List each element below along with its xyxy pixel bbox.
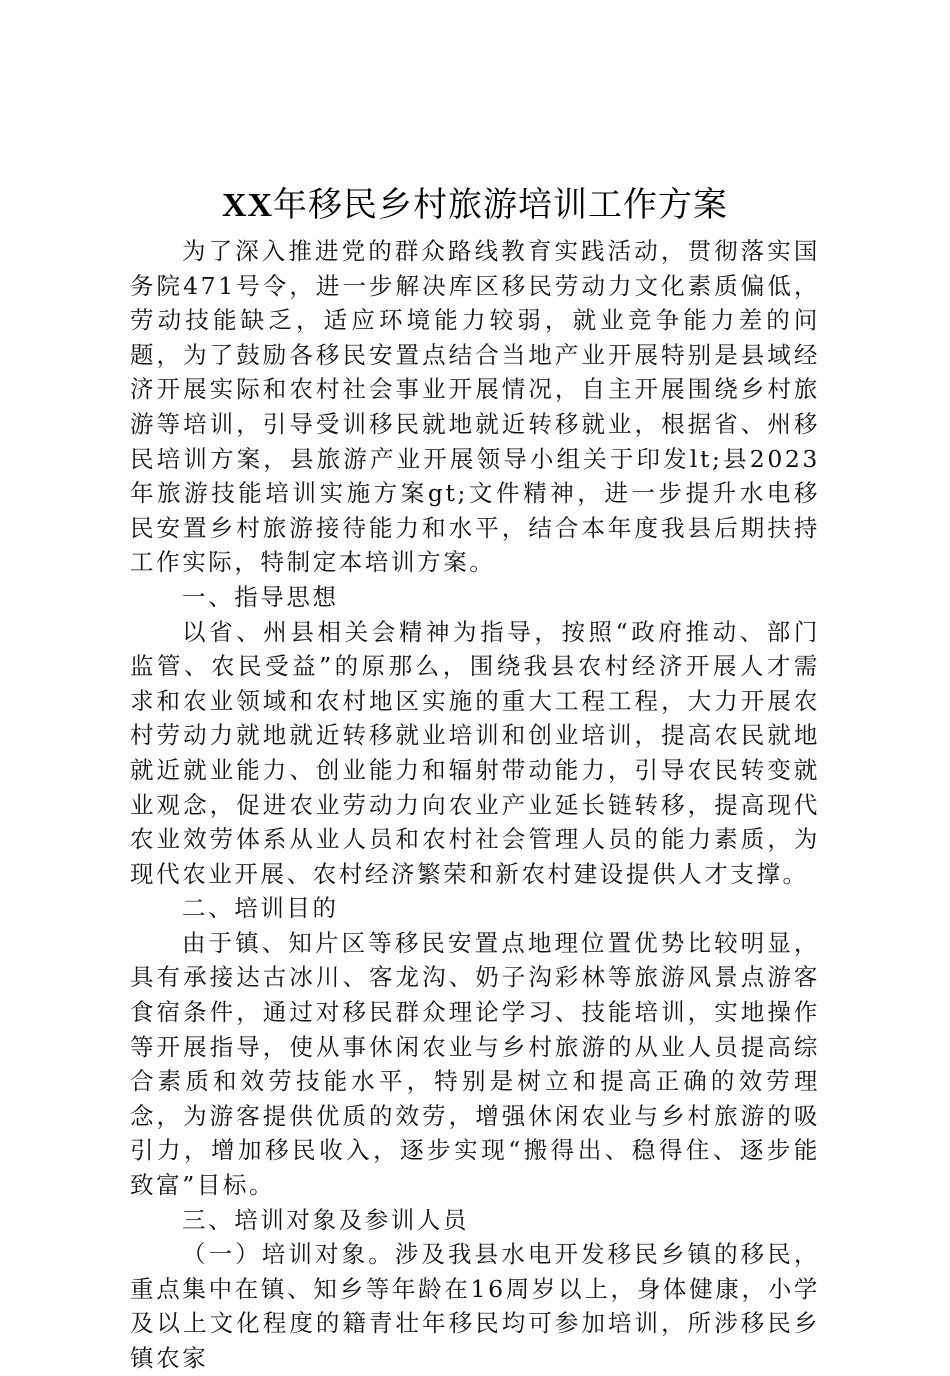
guiding-ideology-paragraph: 以省、州县相关会精神为指导，按照“政府推动、部门监管、农民受益”的原那么，围绕我县农村经济开展人才需求和农业领域和农村地区实施的重大工程工程，大力开展农村劳动力就地就近转移就业培训和创业培训，提高农民就地就近就业能力、创业能力和辐射带动能力，引导农民转变就业观念，促进农业劳动力向农业产业延长链转移，提高现代农业效劳体系从业人员和农村社会管理人员的能力素质，为现代农业开展、农村经济繁荣和新农村建设提供人才支撑。	[130, 617, 820, 888]
training-targets-paragraph: （一）培训对象。涉及我县水电开发移民乡镇的移民，重点集中在镇、知乡等年龄在16周岁以上，身体健康，小学及以上文化程度的籍青壮年移民均可参加培训，所涉移民乡镇农家	[130, 1240, 820, 1372]
document-title	[130, 180, 820, 230]
document-body	[130, 234, 820, 1376]
section-heading-guiding-ideology: 一、指导思想	[182, 582, 339, 611]
intro-paragraph: 为了深入推进党的群众路线教育实践活动，贯彻落实国务院471号令，进一步解决库区移民劳动力文化素质偏低，劳动技能缺乏，适应环境能力较弱，就业竞争能力差的问题，为了鼓励各移民安置点结合当地产业开展特别是县域经济开展实际和农村社会事业开展情况，自主开展围绕乡村旅游等培训，引导受训移民就地就近转移就业，根据省、州移民培训方案，县旅游产业开展领导小组关于印发lt;县2023年旅游技能培训实施方案gt;文件精神，进一步提升水电移民安置乡村旅游接待能力和水平，结合本年度我县后期扶持工作实际，特制定本培训方案。	[130, 237, 820, 577]
title-text: 年移民乡村旅游培训工作方案	[273, 185, 729, 225]
section-heading-training-targets: 三、培训对象及参训人员	[182, 1205, 470, 1234]
document-page	[130, 180, 820, 1376]
section-heading-training-purpose: 二、培训目的	[182, 894, 339, 923]
training-purpose-paragraph: 由于镇、知片区等移民安置点地理位置优势比较明显，具有承接达古冰川、客龙沟、奶子沟彩林等旅游风景点游客食宿条件，通过对移民群众理论学习、技能培训，实地操作等开展指导，使从事休闲农业与乡村旅游的从业人员提高综合素质和效劳技能水平，特别是树立和提高正确的效劳理念，为游客提供优质的效劳，增强休闲农业与乡村旅游的吸引力，增加移民收入，逐步实现“搬得出、稳得住、逐步能致富”目标。	[130, 928, 820, 1200]
title-prefix: XX	[221, 187, 274, 224]
